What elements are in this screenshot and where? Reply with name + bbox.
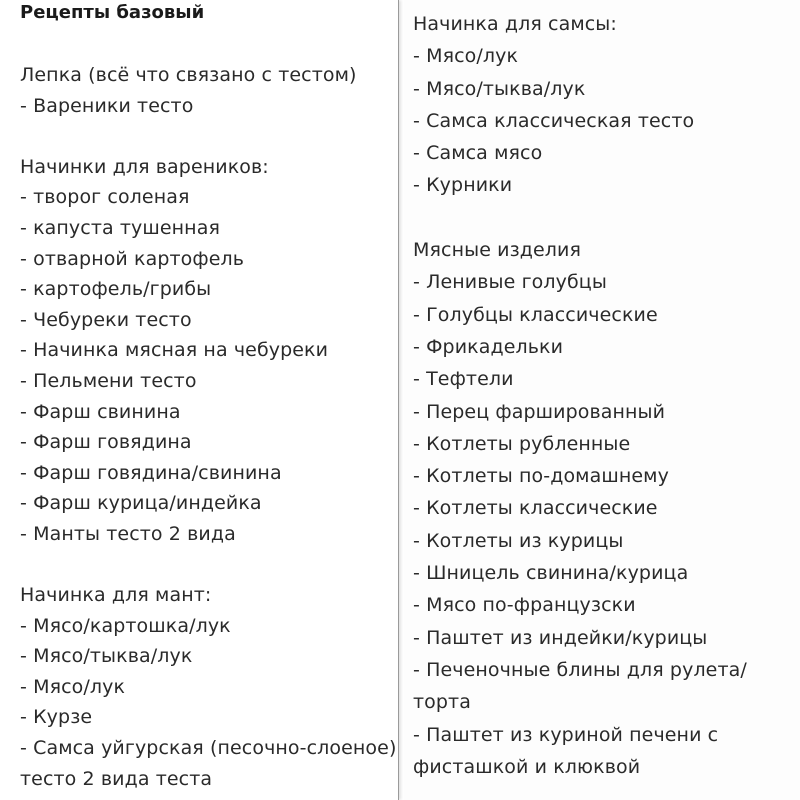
list-item-continuation: тесто 2 вида теста <box>20 767 213 790</box>
section-heading-manty-fillings: Начинка для мант: <box>20 584 212 607</box>
section-heading-meat-products: Мясные изделия <box>413 239 582 262</box>
list-item: - Манты тесто 2 вида <box>20 522 236 545</box>
list-item: - Паштет из индейки/курицы <box>413 626 708 649</box>
list-item: - Фарш говядина <box>20 431 192 454</box>
list-item: - отварной картофель <box>20 247 245 270</box>
list-item: - Шницель свинина/курица <box>413 562 689 585</box>
right-column <box>404 0 800 800</box>
list-item: - Тефтели <box>413 368 514 391</box>
list-item: - Перец фаршированный <box>413 400 666 423</box>
list-item: - Котлеты рубленные <box>413 432 631 455</box>
spacer <box>413 202 747 234</box>
list-item: - Пельмени тесто <box>20 369 197 392</box>
list-item: - Мясо/лук <box>20 675 126 698</box>
list-item: - Печеночные блины для рулета/ <box>413 658 747 681</box>
list-item: - Котлеты классические <box>413 497 658 520</box>
spacer <box>20 121 396 152</box>
list-item: - капуста тушенная <box>20 216 220 239</box>
list-item: - Чебуреки тесто <box>20 308 192 331</box>
list-item: - Котлеты по-домашнему <box>413 465 669 488</box>
list-item: - Фрикадельки <box>413 335 564 358</box>
page-title: Рецепты базовый <box>20 2 205 23</box>
list-item: - Самса мясо <box>413 142 543 165</box>
list-item: - Вареники тесто <box>20 94 194 117</box>
list-item: - Курники <box>413 174 513 197</box>
spacer <box>20 550 396 581</box>
left-column <box>0 0 399 800</box>
list-item: - Фарш свинина <box>20 400 181 423</box>
list-item-continuation: фисташкой и клюквой <box>413 755 641 778</box>
section-heading-samsa-fillings: Начинка для самсы: <box>413 13 617 35</box>
list-item: - Фарш курица/индейка <box>20 492 262 515</box>
list-item: - Мясо/картошка/лук <box>20 614 231 637</box>
list-item: - Котлеты из курицы <box>413 529 624 552</box>
right-recipe-list <box>413 8 747 783</box>
list-item: - творог соленая <box>20 186 190 209</box>
list-item: - Голубцы классические <box>413 303 658 326</box>
list-item: - Ленивые голубцы <box>413 271 607 294</box>
list-item: - Мясо/тыква/лук <box>413 77 586 100</box>
list-item: - Мясо по-французски <box>413 594 636 617</box>
list-item-continuation: торта <box>413 691 471 714</box>
list-item: - Самса классическая тесто <box>413 109 695 132</box>
list-item: - Курзе <box>20 706 93 729</box>
left-recipe-list <box>20 60 396 794</box>
list-item: - Мясо/тыква/лук <box>20 645 193 668</box>
list-item: - Паштет из куриной печени с <box>413 723 719 746</box>
list-item: - картофель/грибы <box>20 278 212 301</box>
section-heading-lepka: Лепка (всё что связано с тестом) <box>20 64 357 86</box>
list-item: - Самса уйгурская (песочно-слоеное) <box>20 737 397 760</box>
list-item: - Мясо/лук <box>413 45 519 68</box>
section-heading-vareniki-fillings: Начинки для вареников: <box>20 155 269 178</box>
list-item: - Начинка мясная на чебуреки <box>20 339 329 362</box>
list-item: - Фарш говядина/свинина <box>20 461 282 484</box>
